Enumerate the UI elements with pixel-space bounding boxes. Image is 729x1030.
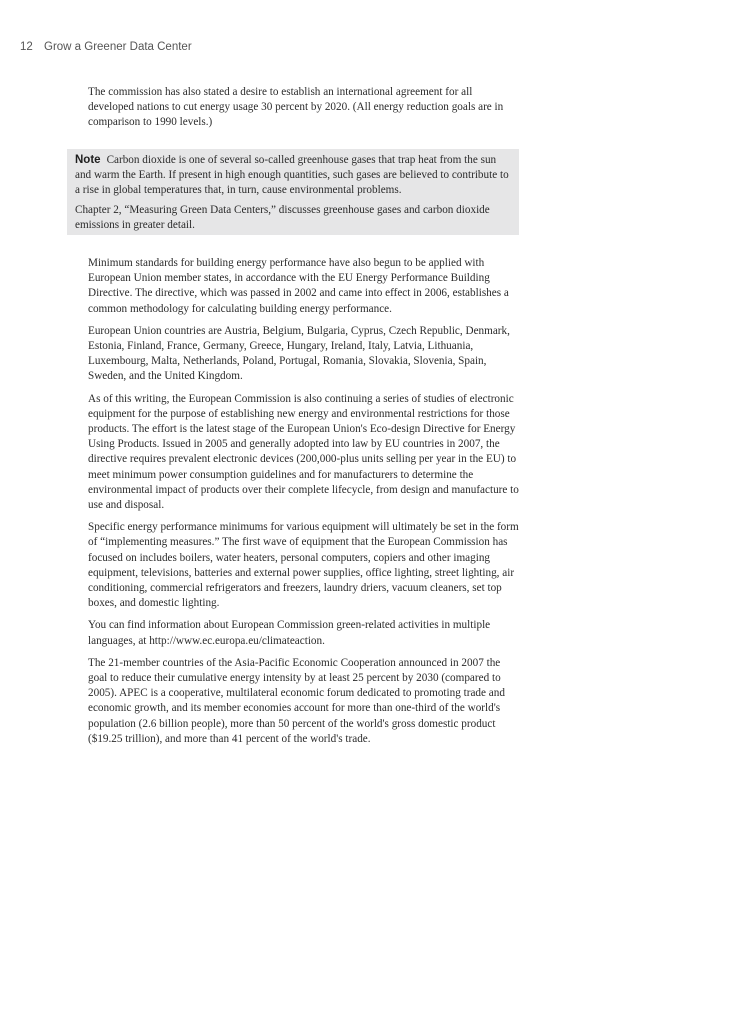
main-text <box>88 256 520 747</box>
note-text: Carbon dioxide is one of several so-called greenhouse gases that trap heat from the sun and warm the Earth. If present in high enough quantities, such gases are believed to contribute to a rise in global temperatures that, in turn, cause environmental problems. <box>75 154 509 197</box>
note-reference: Chapter 2, “Measuring Green Data Centers,” discusses greenhouse gases and carbon dioxide emissions in greater detail. <box>75 203 490 231</box>
paragraph-apec: The 21-member countries of the Asia-Pacific Economic Cooperation announced in 2007 the goal to reduce their cumulative energy intensity by at least 25 percent by 2030 (compared to 2005). APEC is a cooperative, multilateral economic forum dedicated to promoting trade and economic growth, and its member economies account for more than one-third of the world's population (2.6 billion people), more than 50 percent of the world's gross domestic product ($19.25 trillion), and more than 41 percent of the world's trade. <box>88 656 505 745</box>
paragraph-ec-info: You can find information about European Commission green-related activities in multiple languages, at http://www.ec.europa.eu/climateaction. <box>88 619 491 647</box>
intro-paragraph: The commission has also stated a desire to establish an international agreement for all developed nations to cut energy usage 30 percent by 2020. (All energy reduction goals are in comparison to 1990 levels.) <box>88 86 504 129</box>
paragraph-eu-countries: European Union countries are Austria, Belgium, Bulgaria, Cyprus, Czech Republic, Denmark, Estonia, Finland, France, Germany, Greece, Hungary, Ireland, Italy, Latvia, Lithuania, Luxembourg, Malta, Netherlands, Poland, Portugal, Romania, Slovakia, Slovenia, Spain, Sweden, and the United Kingdom. <box>88 324 510 383</box>
page-number: 12 <box>20 41 33 53</box>
note-box <box>67 149 519 235</box>
note-paragraph <box>75 153 511 199</box>
intro-section <box>88 85 520 131</box>
running-head <box>20 41 192 53</box>
paragraph-eco-design: As of this writing, the European Commission is also continuing a series of studies of electronic equipment for the purpose of establishing new energy and environmental restrictions for those products. The effort is the latest stage of the European Union's Eco-design Directive for Energy Using Products. Issued in 2005 and generally adopted into law by EU countries in 2007, the directive requires prevalent electronic devices (200,000-plus units selling per year in the EU) to meet minimum power consumption guidelines and for manufacturers to determine the environmental impact of products over their complete lifecycle, from design and manufacture to use and disposal. <box>88 392 519 512</box>
paragraph-building-standards: Minimum standards for building energy performance have also begun to be applied with European Union member states, in accordance with the EU Energy Performance Building Directive. The directive, which was passed in 2002 and came into effect in 2006, establishes a common methodology for calculating building energy performance. <box>88 257 509 315</box>
paragraph-implementing-measures: Specific energy performance minimums for various equipment will ultimately be set in the form of “implementing measures.” The first wave of equipment that the European Commission has focused on includes boilers, water heaters, personal computers, copiers and other imaging equipment, televisions, batteries and external power supplies, office lighting, street lighting, air conditioning, commercial refrigerators and freezers, laundry driers, vacuum cleaners, set top boxes, and domestic lighting. <box>88 521 519 610</box>
running-title: Grow a Greener Data Center <box>44 41 192 53</box>
note-label: Note <box>75 154 101 166</box>
